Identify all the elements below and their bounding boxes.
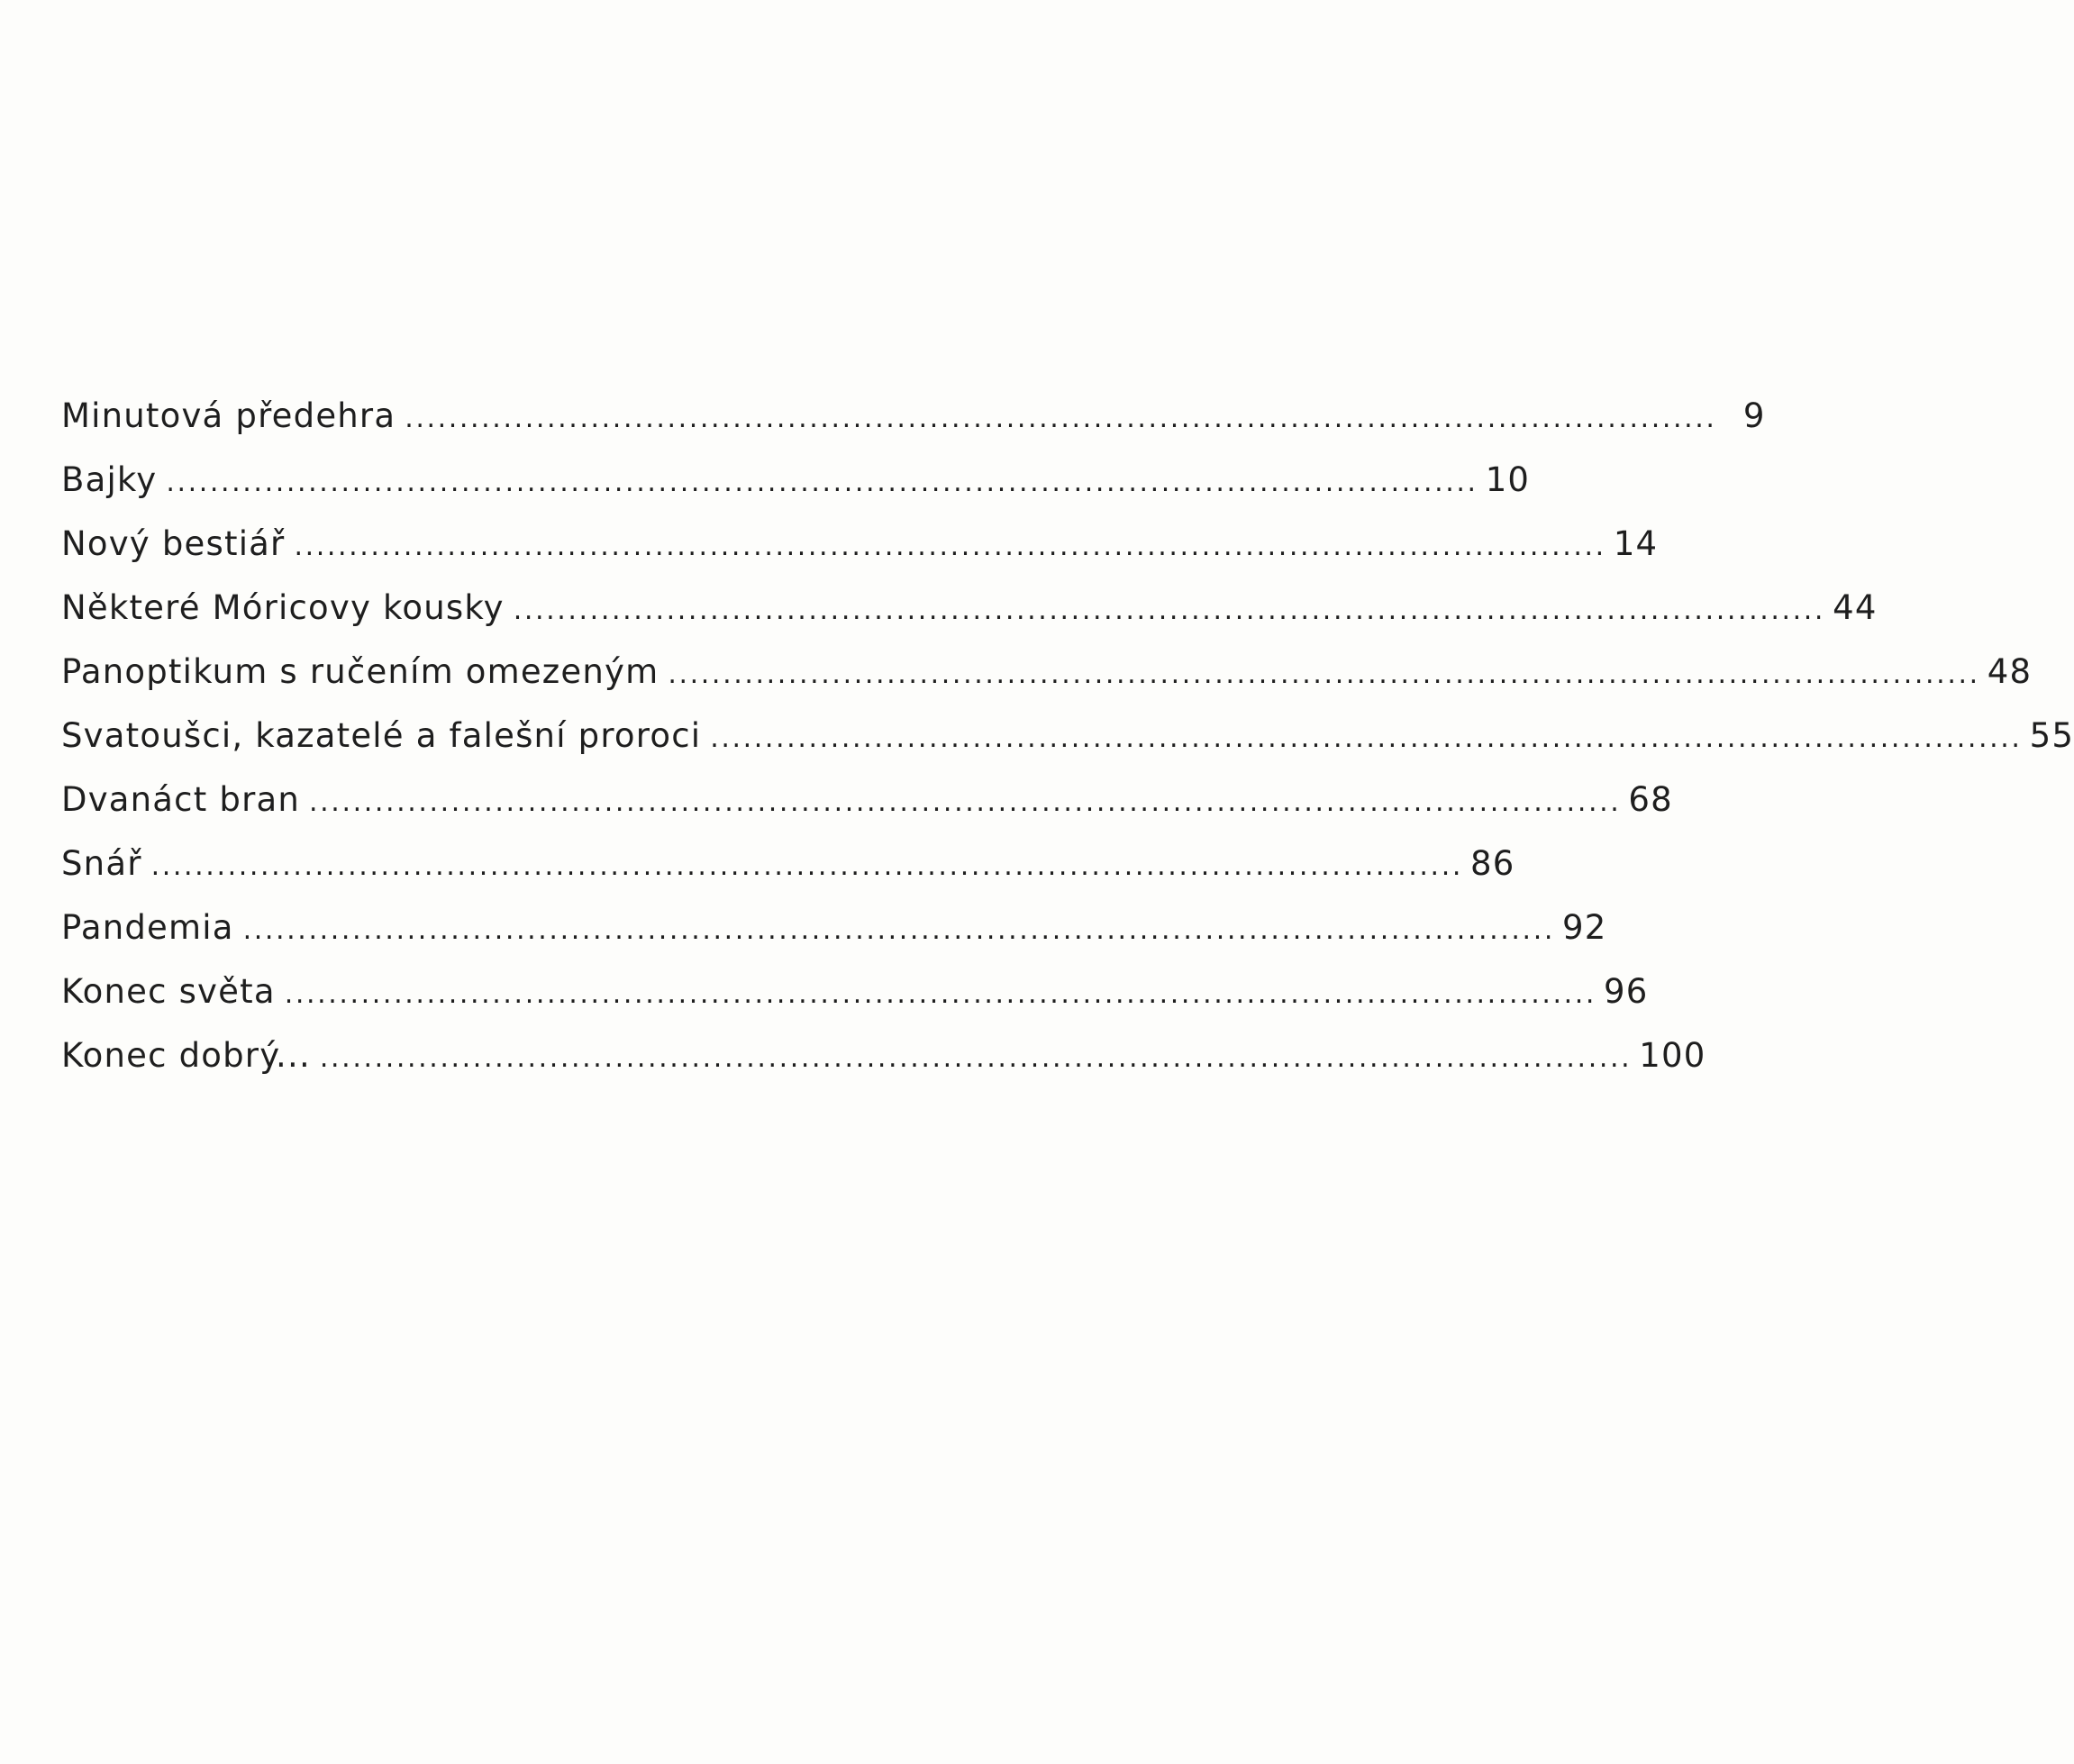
toc-entry-title: Nový bestiář — [61, 524, 286, 563]
toc-entry-page: 44 — [1833, 588, 1878, 627]
toc-entry[interactable] — [61, 716, 2074, 780]
toc-entry[interactable] — [61, 652, 2033, 716]
toc-entry-page: 48 — [1987, 652, 2033, 691]
table-of-contents — [61, 396, 2074, 1100]
toc-entry-title: Dvanáct bran — [61, 780, 301, 819]
toc-dot-leader: ........................................................................................................................ — [405, 403, 1717, 434]
toc-entry-page: 100 — [1639, 1036, 1706, 1075]
toc-dot-leader: ........................................................................................................................ — [150, 850, 1463, 882]
toc-entry-title: Svatoušci, kazatelé a falešní proroci — [61, 716, 702, 755]
toc-entry[interactable] — [61, 1036, 1706, 1100]
toc-entry-page: 92 — [1561, 908, 1607, 947]
toc-entry[interactable] — [61, 844, 1515, 908]
toc-entry-title: Minutová předehra — [61, 396, 396, 435]
toc-dot-leader: ........................................................................................................................ — [668, 659, 1980, 690]
toc-entry-title: Pandemia — [61, 908, 234, 947]
toc-entry-title: Bajky — [61, 460, 158, 499]
toc-dot-leader: ........................................................................................................................ — [309, 787, 1622, 818]
toc-entry-page: 68 — [1628, 780, 1673, 819]
toc-entry[interactable] — [61, 780, 1673, 844]
toc-entry[interactable] — [61, 396, 1766, 460]
toc-dot-leader: ........................................................................................................................ — [319, 1042, 1633, 1074]
toc-entry-title: Snář — [61, 844, 142, 883]
toc-dot-leader: ........................................................................................................................ — [513, 595, 1826, 626]
toc-dot-leader: ........................................................................................................................ — [710, 723, 2023, 754]
toc-entry[interactable] — [61, 908, 1607, 972]
toc-entry-title: Konec dobrý... — [61, 1036, 311, 1075]
toc-entry[interactable] — [61, 972, 1649, 1036]
toc-entry-title: Některé Móricovy kousky — [61, 588, 505, 627]
toc-dot-leader: ........................................................................................................................ — [242, 914, 1555, 946]
toc-entry[interactable] — [61, 460, 1531, 524]
toc-entry[interactable] — [61, 524, 1659, 588]
toc-entry-page: 86 — [1469, 844, 1515, 883]
toc-entry-page: 10 — [1485, 460, 1531, 499]
toc-dot-leader: ........................................................................................................................ — [294, 531, 1606, 562]
toc-entry-title: Konec světa — [61, 972, 276, 1011]
toc-dot-leader: ........................................................................................................................ — [284, 978, 1597, 1010]
toc-entry-title: Panoptikum s ručením omezeným — [61, 652, 659, 691]
toc-entry-page: 96 — [1604, 972, 1649, 1011]
toc-entry-page: 14 — [1613, 524, 1659, 563]
toc-entry[interactable] — [61, 588, 1878, 652]
toc-entry-page: 55 — [2029, 716, 2074, 755]
toc-entry-page: 9 — [1742, 396, 1766, 435]
toc-dot-leader: ........................................................................................................................ — [166, 467, 1478, 498]
